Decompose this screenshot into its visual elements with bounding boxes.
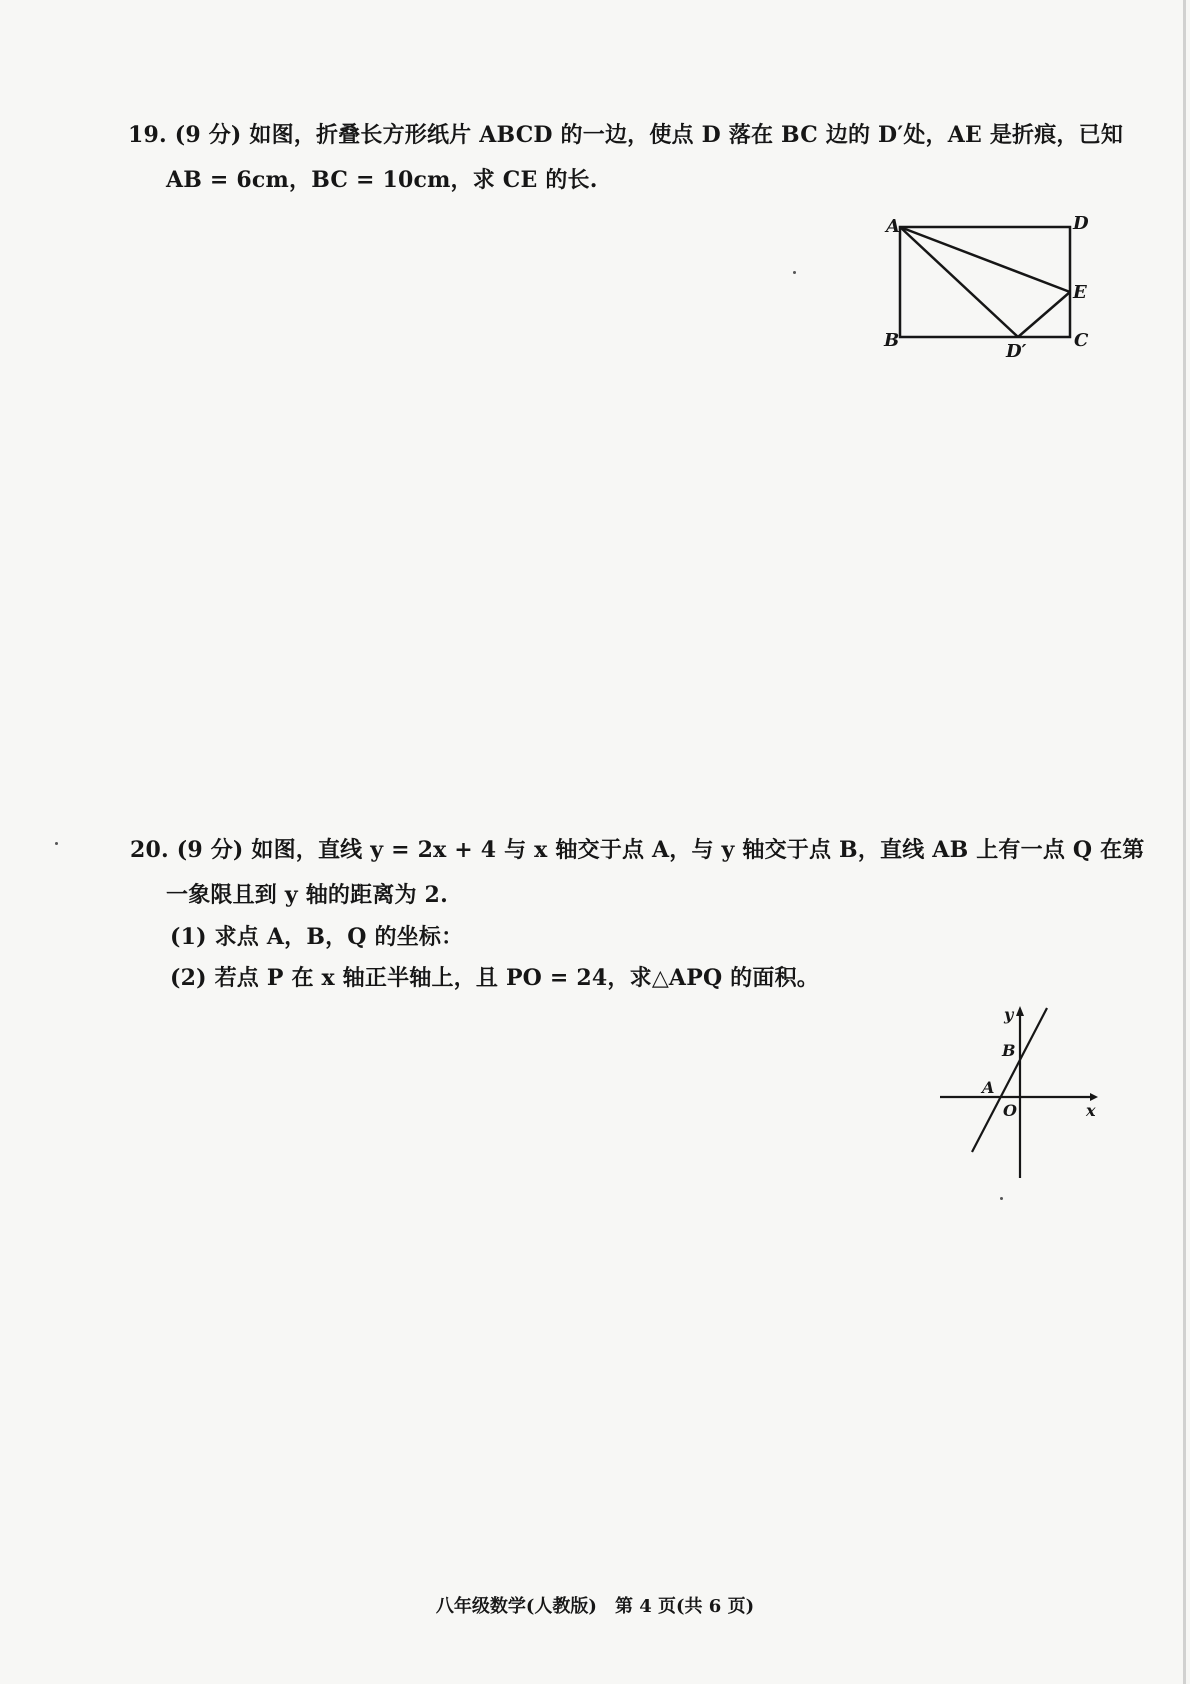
q19-line-2: AB = 6cm，BC = 10cm，求 CE 的长. <box>166 167 598 193</box>
scan-speck <box>793 271 796 274</box>
scan-speck <box>1000 1197 1003 1200</box>
q19-line-1: 19. (9 分) 如图，折叠长方形纸片 ABCD 的一边，使点 D 落在 BC 边的 D′处，AE 是折痕，已知 <box>128 122 1124 148</box>
segment-ad-prime <box>900 227 1018 337</box>
segment-ae <box>900 227 1070 292</box>
label-a: A <box>886 216 900 237</box>
scan-speck <box>55 842 58 845</box>
page-footer: 八年级数学(人教版) 第 4 页(共 6 页) <box>435 1596 755 1617</box>
x-axis-arrow <box>1090 1093 1098 1101</box>
label-d-prime: D′ <box>1006 341 1027 362</box>
q20-line-1: 20. (9 分) 如图，直线 y = 2x + 4 与 x 轴交于点 A，与 y 轴交于点 B，直线 AB 上有一点 Q 在第 <box>130 837 1145 863</box>
label-e: E <box>1073 282 1087 303</box>
q19-rectangle-figure <box>880 212 1100 362</box>
q20-part-1: (1) 求点 A，B，Q 的坐标： <box>170 924 464 950</box>
y-axis-arrow <box>1016 1006 1024 1016</box>
label-x: x <box>1086 1101 1096 1120</box>
q20-coordinate-figure <box>930 1000 1100 1190</box>
segment-ed-prime <box>1018 292 1070 337</box>
label-d: D <box>1073 213 1089 234</box>
q20-part-2: (2) 若点 P 在 x 轴正半轴上，且 PO = 24，求△APQ 的面积。 <box>170 965 819 991</box>
scan-edge-shadow <box>1183 0 1186 1684</box>
label-c: C <box>1074 330 1089 351</box>
label-b: B <box>884 330 900 351</box>
label-b: B <box>1002 1041 1016 1060</box>
label-a: A <box>982 1078 995 1097</box>
label-y: y <box>1004 1005 1014 1024</box>
q20-line-2: 一象限且到 y 轴的距离为 2. <box>166 882 448 908</box>
label-o: O <box>1003 1101 1017 1120</box>
